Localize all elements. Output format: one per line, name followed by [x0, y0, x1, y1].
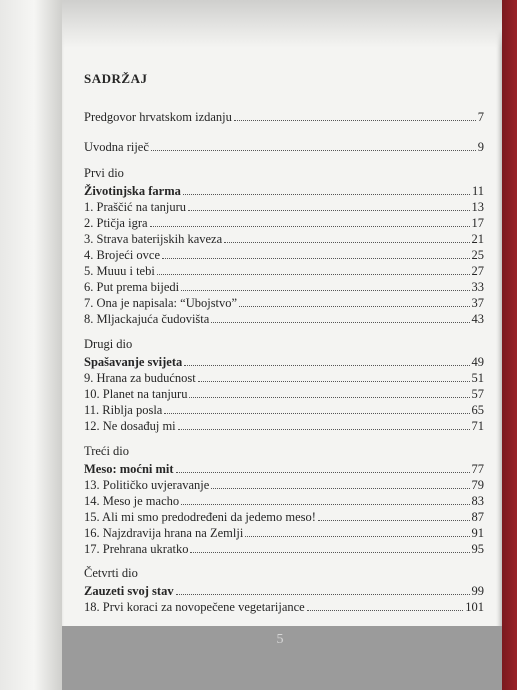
entry-title: 11. Riblja posla — [84, 403, 163, 417]
entry-page: 33 — [471, 280, 484, 294]
chapter-entry — [84, 216, 484, 232]
entry-title: 16. Najzdravija hrana na Zemlji — [84, 526, 244, 540]
entry-page: 49 — [471, 355, 484, 369]
entry-title: 3. Strava baterijskih kaveza — [84, 232, 223, 246]
chapter-entry — [84, 387, 484, 403]
entry-page: 101 — [465, 600, 484, 614]
dot-leader — [224, 232, 469, 243]
entry-title: 12. Ne dosađuj mi — [84, 419, 176, 433]
part-label: Četvrti dio — [84, 566, 138, 580]
entry-page: 43 — [471, 312, 484, 326]
entry-title: Predgovor hrvatskom izdanju — [84, 110, 232, 124]
chapter-entry — [84, 419, 484, 435]
chapter-entry — [84, 526, 484, 542]
entry-title: 10. Planet na tanjuru — [84, 387, 188, 401]
part-label: Prvi dio — [84, 166, 124, 180]
chapter-entry — [84, 494, 484, 510]
toc-entry-introduction — [84, 140, 484, 156]
entry-title: 15. Ali mi smo predodređeni da jedemo meso! — [84, 510, 316, 524]
chapter-entry — [84, 510, 484, 526]
entry-title: 4. Brojeći ovce — [84, 248, 161, 262]
chapter-entry — [84, 312, 484, 328]
chapter-entry — [84, 296, 484, 312]
entry-page: 77 — [471, 462, 484, 476]
page-shadow — [62, 0, 502, 48]
dot-leader — [150, 216, 470, 227]
dot-leader — [211, 312, 469, 323]
dot-leader — [184, 355, 469, 366]
toc-title: SADRŽAJ — [84, 71, 148, 86]
entry-title: 18. Prvi koraci za novopečene vegetarijance — [84, 600, 305, 614]
dot-leader — [211, 478, 469, 489]
dot-leader — [183, 184, 470, 195]
dot-leader — [176, 462, 470, 473]
dot-leader — [178, 419, 470, 430]
dot-leader — [190, 542, 469, 553]
chapter-entry — [84, 478, 484, 494]
entry-page: 87 — [471, 510, 484, 524]
background-edge — [502, 0, 517, 690]
entry-title: Uvodna riječ — [84, 140, 149, 154]
entry-page: 95 — [471, 542, 484, 556]
entry-page: 25 — [471, 248, 484, 262]
entry-page: 79 — [471, 478, 484, 492]
entry-title: Zauzeti svoj stav — [84, 584, 174, 598]
entry-page: 65 — [471, 403, 484, 417]
entry-page: 27 — [471, 264, 484, 278]
entry-title: 9. Hrana za budućnost — [84, 371, 196, 385]
entry-page: 57 — [471, 387, 484, 401]
entry-title: 13. Političko uvjeravanje — [84, 478, 210, 492]
entry-page: 7 — [477, 110, 484, 124]
entry-title: 1. Praščić na tanjuru — [84, 200, 187, 214]
part-heading — [84, 462, 484, 478]
toc-entry-preface — [84, 110, 484, 126]
book-cover-edge — [0, 0, 62, 690]
entry-page: 91 — [471, 526, 484, 540]
entry-title: Životinjska farma — [84, 184, 181, 198]
dot-leader — [188, 200, 469, 211]
entry-page: 21 — [471, 232, 484, 246]
entry-title: 14. Meso je macho — [84, 494, 180, 508]
chapter-entry — [84, 280, 484, 296]
part-label: Drugi dio — [84, 337, 133, 351]
entry-title: 6. Put prema bijedi — [84, 280, 180, 294]
dot-leader — [181, 280, 469, 291]
entry-page: 17 — [471, 216, 484, 230]
dot-leader — [157, 264, 470, 275]
entry-page: 9 — [477, 140, 484, 154]
entry-title: 7. Ona je napisala: “Ubojstvo” — [84, 296, 238, 310]
chapter-entry — [84, 200, 484, 216]
dot-leader — [151, 140, 476, 151]
entry-page: 37 — [471, 296, 484, 310]
chapter-entry — [84, 371, 484, 387]
chapter-entry — [84, 403, 484, 419]
entry-page: 71 — [471, 419, 484, 433]
entry-page: 11 — [471, 184, 484, 198]
page-number: 5 — [276, 632, 284, 647]
entry-page: 83 — [471, 494, 484, 508]
entry-page: 99 — [471, 584, 484, 598]
chapter-entry — [84, 232, 484, 248]
entry-title: 17. Prehrana ukratko — [84, 542, 189, 556]
dot-leader — [198, 371, 470, 382]
dot-leader — [245, 526, 469, 537]
dot-leader — [164, 403, 469, 414]
entry-title: Meso: moćni mit — [84, 462, 174, 476]
entry-page: 13 — [471, 200, 484, 214]
chapter-entry — [84, 248, 484, 264]
entry-title: 8. Mljackajuća čudovišta — [84, 312, 210, 326]
chapter-entry — [84, 264, 484, 280]
chapter-entry — [84, 542, 484, 558]
part-heading — [84, 355, 484, 371]
dot-leader — [189, 387, 469, 398]
part-label: Treći dio — [84, 444, 130, 458]
dot-leader — [318, 510, 470, 521]
entry-page: 51 — [471, 371, 484, 385]
dot-leader — [234, 110, 476, 121]
entry-title: 2. Ptičja igra — [84, 216, 148, 230]
dot-leader — [162, 248, 469, 259]
part-heading — [84, 184, 484, 200]
entry-title: 5. Muuu i tebi — [84, 264, 155, 278]
dot-leader — [307, 600, 464, 611]
entry-title: Spašavanje svijeta — [84, 355, 183, 369]
part-heading — [84, 584, 484, 600]
dot-leader — [239, 296, 469, 307]
chapter-entry — [84, 600, 484, 616]
dot-leader — [181, 494, 469, 505]
dot-leader — [176, 584, 470, 595]
